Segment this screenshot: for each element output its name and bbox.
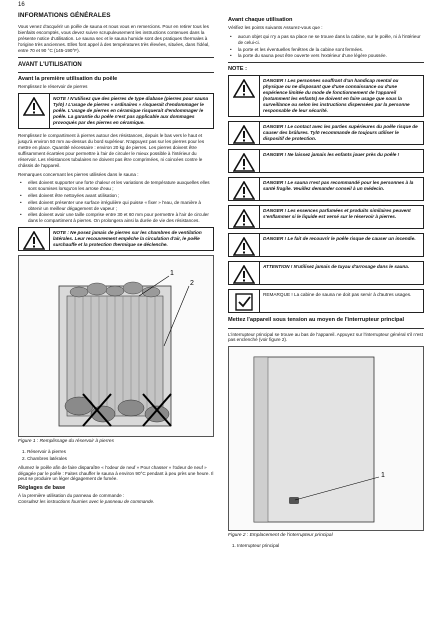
- danger-text: DANGER ! Les essences parfumées et produits similaires peuvent s'enflammer si le liquide est versé sur le réservoir à pierres.: [259, 206, 423, 228]
- list-item: • elles doivent être nettoyées avant utilisation ;: [18, 193, 214, 199]
- danger-box: [228, 177, 424, 201]
- list-item: • la porte et les éventuelles fenêtres de la cabine sont fermées.: [228, 47, 424, 53]
- danger-box: [228, 149, 424, 173]
- warning-triangle-icon: [229, 122, 259, 144]
- danger-box: [228, 121, 424, 145]
- warning-triangle-icon: [229, 150, 259, 172]
- fill-stones-instruction: Remplissez le réservoir de pierres: [18, 84, 88, 90]
- danger-text: DANGER ! Les personnes souffrant d'un handicap mental ou physique ou ne disposant que d'une connaissance ou d'une expérience limitée du mode de fonctionnement de l'appareil (notamment les enfants) ne doivent en faire usage que sous la surveillance ou selon les instructions dispensées par la personne responsable de leur sécurité.: [259, 76, 423, 116]
- before-each-use-intro: Vérifiez les points suivants Assurez-vous que :: [228, 25, 323, 31]
- divider: [18, 72, 214, 73]
- warning-triangle-icon: [229, 234, 259, 256]
- danger-text: DANGER ! Le sauna n'est pas recommandé pour les personnes à la santé fragile. Veuillez demander conseil à un médecin.: [259, 178, 423, 200]
- legend-item: 1. Interrupteur principal: [232, 543, 280, 549]
- before-each-use-title: Avant chaque utilisation: [228, 17, 293, 23]
- danger-text: DANGER ! Le fait de recouvrir le poêle risque de causer un incendie.: [259, 234, 423, 256]
- warning-triangle-icon: [19, 94, 49, 128]
- side-chamber-note: [18, 227, 214, 251]
- switch-illustration: [229, 347, 425, 532]
- note-label: NOTE :: [228, 66, 247, 73]
- page-number: 16: [18, 2, 25, 8]
- heater-illustration: [19, 256, 215, 438]
- basic-settings-reference: Consultez les instructions fournies avec le panneau de commande.: [18, 499, 155, 505]
- remark-text: REMARQUE ! La cabine de sauna ne doit pas servir à d'autres usages.: [259, 290, 423, 312]
- new-smell-text: Allumez le poêle afin de faire disparaître « l'odeur de neuf » Pour chasser « l'odeur de neuf » dégagée par le poêle : Faites chauffer le sauna à environ 90°C pendant à peu près une heure. Il peut se produire un léger dégagement de fumée.: [18, 464, 214, 482]
- callout-2: 2: [190, 280, 194, 288]
- legend-item: 1. Réservoir à pierres: [22, 449, 66, 455]
- danger-box: [228, 75, 424, 117]
- before-use-section-title: AVANT L'UTILISATION: [18, 61, 82, 68]
- danger-text: DANGER ! Ne laissez jamais les enfants jouer près du poêle !: [259, 150, 423, 172]
- fill-procedure-text: Remplissez le compartiment à pierres autour des résistances, depuis le bas vers le haut et jusqu'à environ 50 mm au-dessus du bord supérieur. N'appuyez pas sur les pierres pour les mettre en place. Quantité nécessaire : environ 20 kg de pierres. Les pierres doivent être suffisamment écartées pour permettre à l'air de circuler le mieux possible à l'intérieur du réservoir. Les résistances tubulaires ne doivent pas être comprimées, ni coincées contre le châssis de l'appareil.: [18, 133, 205, 168]
- list-item: • elles doivent avoir une taille comprise entre 30 et 60 mm pour permettre à l'air de circuler dans le compartiment à pierres. On prolongera ainsi la durée de vie des résistances.: [18, 212, 214, 224]
- first-use-subtitle: Avant la première utilisation du poêle: [18, 76, 118, 83]
- figure-1-caption: Figure 1 : Remplissage du réservoir à pierres: [18, 439, 114, 445]
- list-item: • aucun objet qui n'y a pas sa place ne se trouve dans la cabine, sur le poêle, ni à l'intérieur de celui-ci.: [228, 34, 424, 46]
- checkmark-icon: [229, 290, 259, 312]
- stone-type-note-text: NOTE ! N'utilisez que des pierres de type diabase (pierres pour sauna Tylö) ! L'usage de pierres « ordinaires » risquerait d'endommager le poêle. L'usage de pierres en céramique risquerait d'endommager le poêle. La garantie du poêle n'est pas applicable aux dommages provoqués par des pierres en céramique.: [49, 94, 213, 128]
- figure-2-caption: Figure 2 : Emplacement de l'interrupteur principal: [228, 533, 333, 539]
- remarks-intro: Remarques concernant les pierres utilisées dans le sauna :: [18, 171, 139, 177]
- warning-triangle-icon: [229, 262, 259, 284]
- attention-box: [228, 261, 424, 285]
- warning-triangle-icon: [229, 76, 259, 116]
- figure-2-legend: [228, 543, 424, 549]
- figure-1-legend: [18, 449, 214, 462]
- danger-box: [228, 233, 424, 257]
- stone-remarks-list: [18, 180, 214, 224]
- callout-1: 1: [170, 270, 174, 278]
- basic-settings-text: À la première utilisation du panneau de commande :: [18, 493, 125, 499]
- legend-item: 2. Chambres latérales: [22, 455, 67, 461]
- divider: [18, 57, 214, 58]
- danger-box: [228, 205, 424, 229]
- intro-paragraph: Vous venez d'acquérir un poêle de sauna et nous vous en remercions. Pour en retirer tous les bienfaits escomptés, vous devez suivre scrupuleusement les instructions contenues dans la présente notice d'utilisation. Le sauna sec et le sauna humide sont des pratiques thermales à l'origine très anciennes. Elles font appel à des températures très élevées, situées, dans l'idéal, entre 70 et 90 °C (145-190°F).: [18, 24, 210, 53]
- general-info-title: INFORMATIONS GÉNÉRALES: [18, 12, 111, 19]
- warning-triangle-icon: [19, 228, 49, 250]
- callout-1: 1: [381, 472, 385, 480]
- danger-text: DANGER ! Le contact avec les parties supérieures du poêle risque de causer des brûlures. Tylö recommande de toujours utiliser le dispositif de protection.: [259, 122, 423, 144]
- checklist: [228, 34, 424, 59]
- right-column: [228, 12, 424, 552]
- list-item: • elles doivent présenter une surface irrégulière qui puisse « fixer » l'eau, de manière à obtenir un meilleur dégagement de vapeur ;: [18, 200, 214, 212]
- left-column: [18, 12, 214, 508]
- main-switch-title: Mettez l'appareil sous tension au moyen de l'interrupteur principal: [228, 317, 405, 324]
- warning-triangle-icon: [229, 178, 259, 200]
- divider: [228, 328, 424, 329]
- remark-box: [228, 289, 424, 313]
- list-item: • elles doivent supporter une forte chaleur et les variations de température auxquelles elles sont soumises lorsqu'on les arrose d'eau ;: [18, 180, 214, 192]
- figure-2-main-switch: [228, 346, 424, 531]
- basic-settings-title: Réglages de base: [18, 485, 66, 492]
- figure-1-heater-stones: [18, 255, 214, 437]
- stone-type-note: [18, 93, 214, 129]
- divider: [228, 62, 424, 63]
- main-switch-text: L'interrupteur principal se trouve au bas de l'appareil. Appuyez sur l'interrupteur général s'il n'est pas enclenché (voir figure 2).: [228, 331, 423, 343]
- warning-triangle-icon: [229, 206, 259, 228]
- side-chamber-note-text: NOTE : Ne posez jamais de pierres sur les chambres de ventilation latérales. Leur recouvrement empêche la circulation d'air, le poêle surchauffe et la protection thermique se déclenche.: [49, 228, 213, 250]
- attention-text: ATTENTION ! N'utilisez jamais de tuyau d'arrosage dans le sauna.: [259, 262, 423, 284]
- list-item: • la porte du sauna peut être ouverte vers l'extérieur d'une légère poussée.: [228, 53, 424, 59]
